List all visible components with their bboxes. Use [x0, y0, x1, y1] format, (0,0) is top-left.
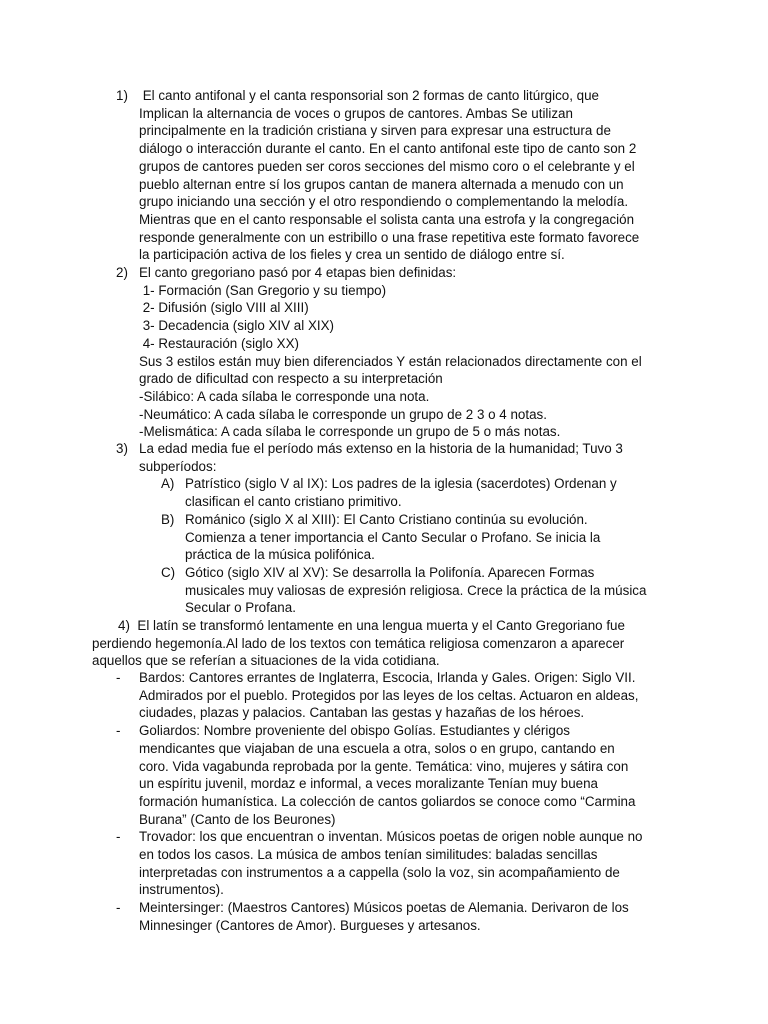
text-line: Gótico (siglo XIV al XV): Se desarrolla la Polifonía. Aparecen Formas	[185, 564, 595, 580]
text-line: La edad media fue el período más extenso en la historia de la humanidad; Tuvo 3	[139, 441, 623, 456]
bullet-dash: -	[116, 723, 121, 739]
answer-number: 2)	[116, 265, 128, 280]
list-item	[116, 828, 679, 899]
text-line: Sus 3 estilos están muy bien diferenciados Y están relacionados directamente con el	[139, 353, 642, 369]
text-line: en todos los casos. La música de ambos tenían similitudes: baladas sencillas	[139, 847, 598, 863]
text-line: El canto antifonal y el canta responsorial son 2 formas de canto litúrgico, que	[139, 88, 600, 103]
bullet-dash: -	[116, 900, 121, 916]
text-line: Meintersinger: (Maestros Cantores) Músicos poetas de Alemania. Derivaron de los	[139, 900, 629, 916]
text-line: ciudades, plazas y palacios. Cantaban las gestas y hazañas de los héroes.	[139, 705, 585, 721]
stage-line: 2- Difusión (siglo VIII al XIII)	[139, 300, 309, 316]
period-item	[161, 475, 679, 510]
stage-line: 1- Formación (San Gregorio y su tiempo)	[139, 282, 387, 298]
period-letter: C)	[161, 564, 176, 580]
text-line: Mientras que en el canto responsable el solista canta una estrofa y la congregación	[139, 211, 635, 227]
style-line: -Silábico: A cada sílaba le corresponde una nota.	[139, 388, 430, 404]
text-line: diálogo o interacción durante el canto. En el canto antifonal este tipo de canto son 2	[139, 141, 637, 157]
answer-number: 3)	[116, 441, 128, 456]
minstrel-list	[116, 669, 679, 935]
answer-1-paragraph	[139, 87, 679, 264]
text-line: Bardos: Cantores errantes de Inglaterra, Escocia, Irlanda y Gales. Origen: Siglo VII.	[139, 670, 636, 685]
text-line: Minnesinger (Cantores de Amor). Burgueses y artesanos.	[139, 917, 481, 933]
text-line: grupo iniciando una sección y el otro respondiendo o complementando la melodía.	[139, 194, 629, 210]
answer-3-paragraph	[139, 440, 679, 475]
text-line: Secular o Profana.	[185, 600, 296, 616]
answer-1	[116, 87, 679, 264]
period-item	[161, 564, 679, 617]
stage-line: 3- Decadencia (siglo XIV al XIX)	[139, 318, 334, 334]
text-line: práctica de la música polifónica.	[185, 547, 375, 563]
text-line: clasifican el canto cristiano primitivo.	[185, 494, 402, 510]
list-item	[116, 669, 679, 722]
bullet-dash: -	[116, 670, 121, 685]
text-line: Implican la alternancia de voces o grupos de cantores. Ambas Se utilizan	[139, 105, 573, 121]
text-line: formación humanística. La colección de cantos goliardos se conoce como “Carmina	[139, 793, 636, 809]
text-line: 4) El latín se transformó lentamente en una lengua muerta y el Canto Gregoriano fue	[92, 618, 625, 633]
text-line: interpretadas con instrumentos a a cappella (solo la voz, sin acompañamiento de	[139, 864, 620, 880]
text-line: instrumentos).	[139, 882, 224, 898]
text-line: El canto gregoriano pasó por 4 etapas bien definidas:	[139, 265, 457, 280]
text-line: responde generalmente con un estribillo o una frase repetitiva este formato favorece	[139, 229, 640, 245]
text-line: coro. Vida vagabunda reprobada por la gente. Temática: vino, mujeres y sátira con	[139, 758, 629, 774]
text-line: grupos de cantores pueden ser coros secciones del mismo coro o el celebrante y el	[139, 158, 635, 174]
text-line: un espíritu juvenil, mordaz e informal, a veces moralizante Tenían muy buena	[139, 776, 598, 792]
text-line: Goliardos: Nombre proveniente del obispo Golías. Estudiantes y clérigos	[139, 723, 570, 739]
list-item	[116, 899, 679, 934]
style-line: -Neumático: A cada sílaba le corresponde un grupo de 2 3 o 4 notas.	[139, 406, 547, 422]
answer-2-paragraph	[139, 264, 679, 441]
text-line: aquellos que se referían a situaciones de la vida cotidiana.	[92, 653, 440, 669]
text-line: pueblo alternan entre sí los grupos cantan de manera alternada a menudo con un	[139, 176, 624, 192]
period-item	[161, 511, 679, 564]
bullet-dash: -	[116, 829, 121, 845]
answer-2	[116, 264, 679, 441]
text-line: Comienza a tener importancia el Canto Secular o Profano. Se inicia la	[185, 529, 601, 545]
text-line: Trovador: los que encuentran o inventan. Músicos poetas de origen noble aunque no	[139, 829, 643, 845]
text-line: Burana” (Canto de los Beurones)	[139, 811, 336, 827]
text-line: la participación activa de los fieles y crea un sentido de diálogo entre sí.	[139, 247, 565, 263]
text-line: principalmente en la tradición cristiana y sirven para expresar una estructura de	[139, 123, 611, 139]
text-line: mendicantes que viajaban de una escuela a otra, solos o en grupo, cantando en	[139, 740, 615, 756]
period-letter: A)	[161, 476, 175, 492]
answer-number: 1)	[116, 88, 128, 103]
answer-4	[92, 617, 692, 670]
text-line: subperíodos:	[139, 458, 217, 474]
text-line: Patrístico (siglo V al IX): Los padres de la iglesia (sacerdotes) Ordenan y	[185, 476, 617, 492]
text-line: Admirados por el pueblo. Protegidos por las leyes de los celtas. Actuaron en aldeas,	[139, 687, 639, 703]
answer-3	[116, 440, 679, 617]
text-line: musicales muy valiosas de expresión religiosa. Crece la práctica de la música	[185, 582, 647, 598]
period-letter: B)	[161, 511, 175, 527]
text-line: grado de dificultad con respecto a su interpretación	[139, 371, 443, 387]
stage-line: 4- Restauración (siglo XX)	[139, 335, 300, 351]
text-line: Románico (siglo X al XIII): El Canto Cristiano continúa su evolución.	[185, 511, 588, 527]
text-line: perdiendo hegemonía.Al lado de los textos con temática religiosa comenzaron a aparecer	[92, 635, 625, 651]
list-item	[116, 722, 679, 828]
style-line: -Melismática: A cada sílaba le corresponde un grupo de 5 o más notas.	[139, 424, 561, 440]
